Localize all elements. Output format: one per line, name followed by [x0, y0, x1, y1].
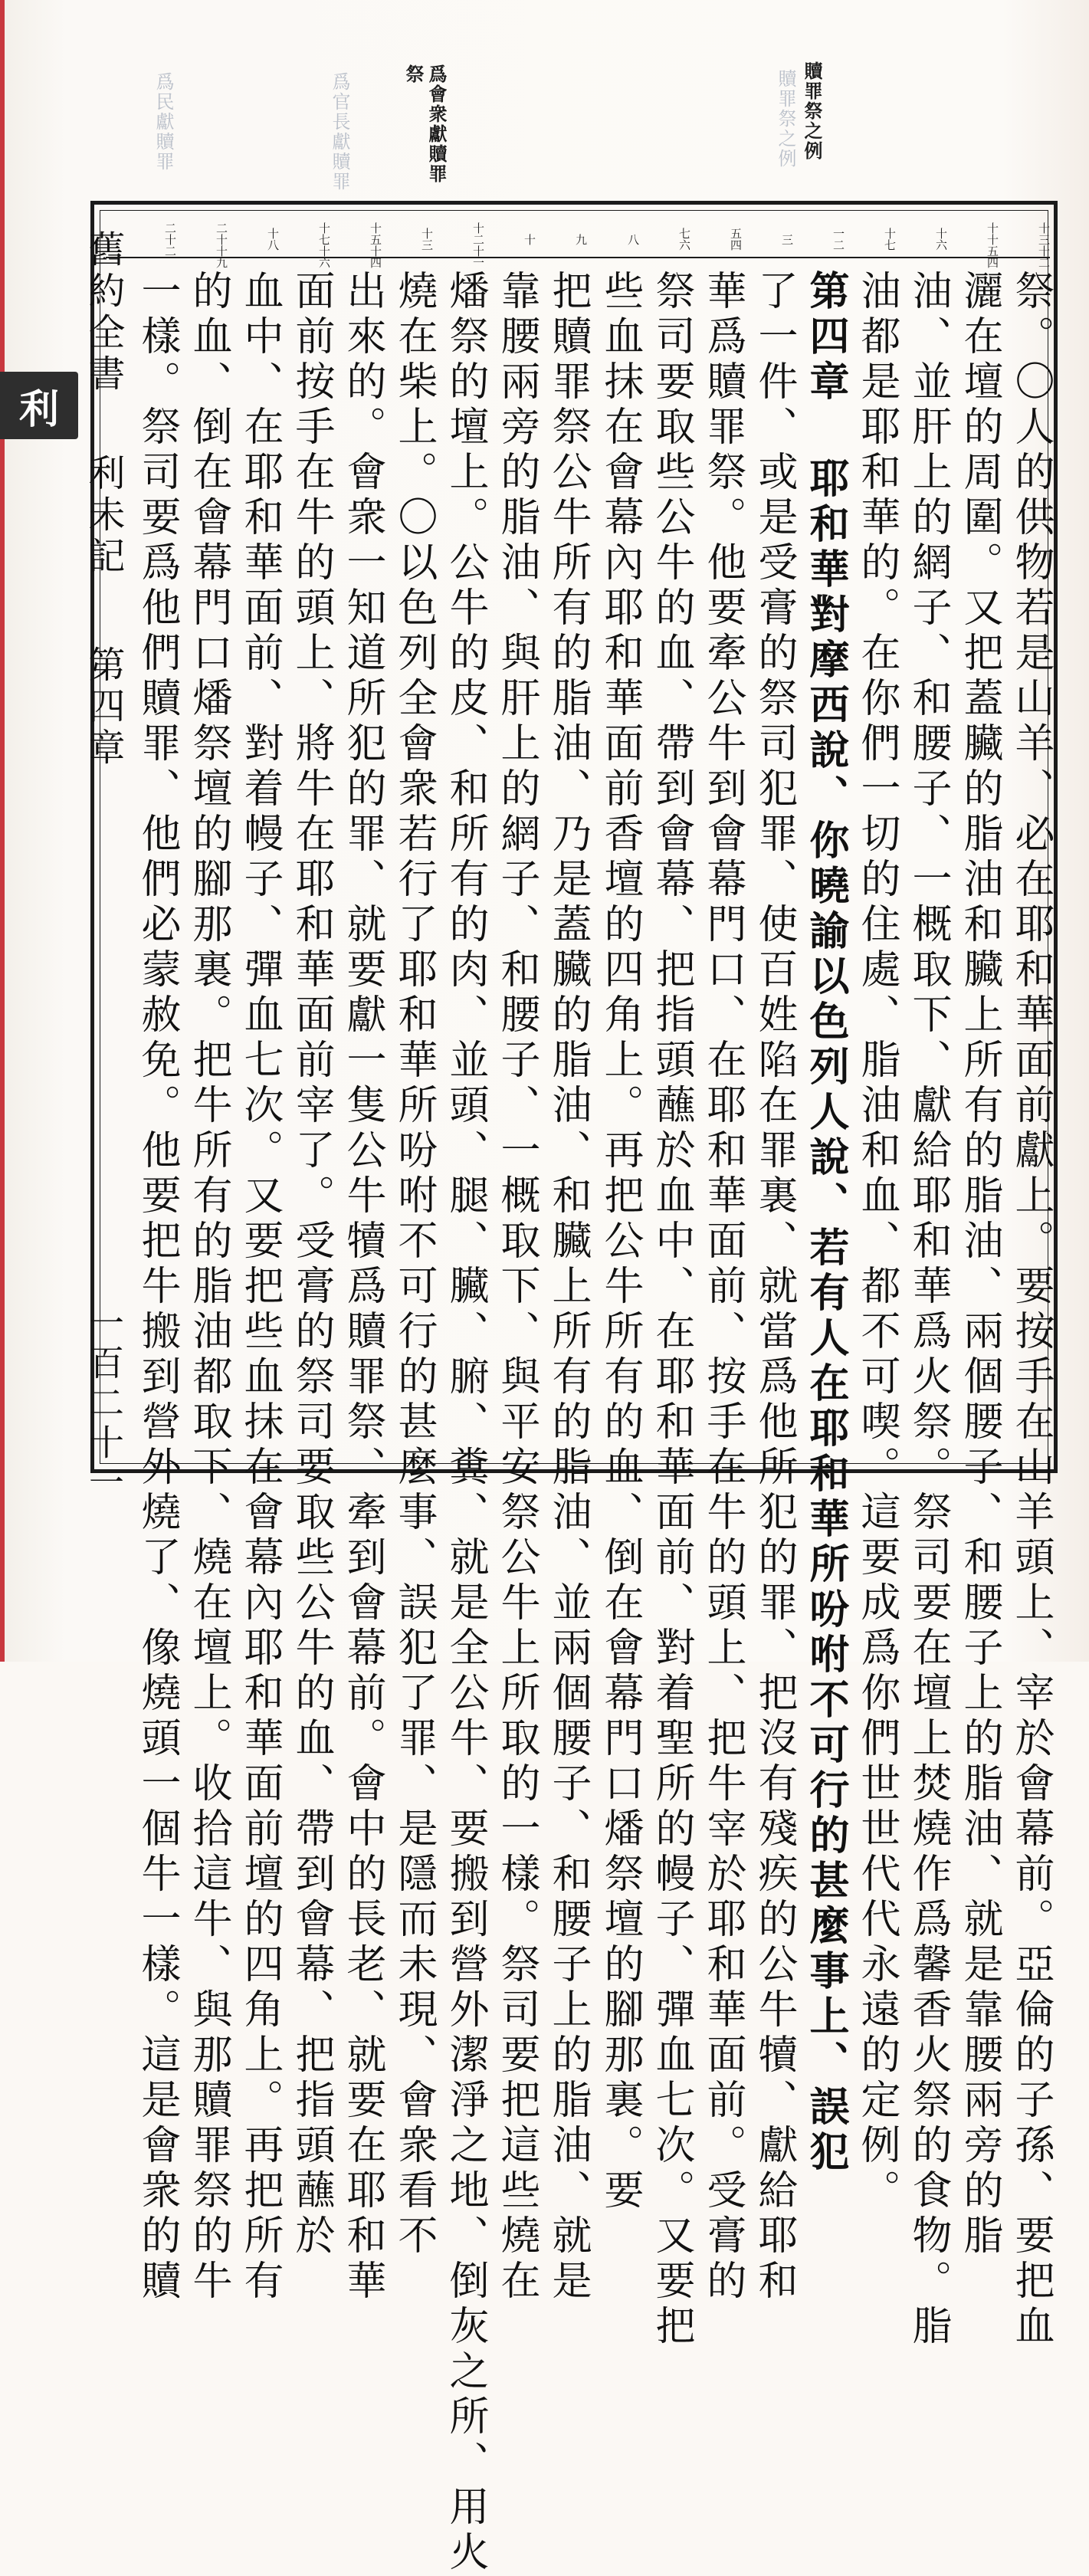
- verse-number-label: 十七十六: [317, 222, 331, 268]
- text-column: 燔祭的壇上。公牛的皮、和所有的肉、並頭、腿、臟、腑、糞、就是全公牛、要搬到營外潔淨之地、倒灰之所、用火: [442, 270, 488, 2576]
- text-column: 靠腰兩旁的脂油、與肝上的網子、和腰子、一概取下、與平安祭公牛上所取的一樣。祭司要把這些燒在: [494, 270, 540, 2305]
- text-column: 第四章 耶和華對摩西說、你曉諭以色列人說、若有人在耶和華所吩咐不可行的甚麼事上、誤犯: [802, 270, 849, 2176]
- text-column: 灑在壇的周圍。又把蓋臟的脂油和臟上所有的脂油、兩個腰子、和腰子上的脂油、就是靠腰兩旁的脂: [956, 270, 1002, 2259]
- verse-number-label: 十十五四: [986, 222, 999, 268]
- verse-number-label: 八: [626, 233, 640, 245]
- text-column: 油、並肝上的網子、和腰子、一概取下、獻給耶和華爲火祭。祭司要在壇上焚燒作爲馨香火祭的食物。脂: [905, 270, 951, 2350]
- verse-number-label: 一二: [832, 228, 845, 251]
- margin-note-sin-offering-rule: 贖罪祭之例: [801, 61, 823, 161]
- bleed-through-note-3: 爲民獻贖罪: [153, 72, 174, 172]
- text-column: 些血抹在會幕內耶和華面前香壇的四角上。再把公牛所有的血、倒在會幕門口燔祭壇的腳那裏。要: [597, 270, 643, 2214]
- text-column: 血中、在耶和華面前、對着幔子、彈血七次。又要把些血抹在會幕內耶和華面前壇的四角上。再把所有: [237, 270, 283, 2305]
- text-column: 的血、倒在會幕門口燔祭壇的腳那裏。把牛所有的脂油都取下、燒在壇上。收拾這牛、與那贖罪祭的牛: [185, 270, 231, 2305]
- verse-number-label: 十三: [420, 228, 434, 251]
- book-thumb-tab-label: 利: [18, 386, 59, 433]
- running-head-chapter-wrap: [80, 645, 126, 770]
- verse-number-label: 二十十九: [215, 222, 228, 268]
- running-head-part: 利未記: [82, 454, 125, 578]
- verse-number-label: 三: [780, 233, 794, 245]
- running-head-part-wrap: [80, 454, 126, 578]
- page-number: 一百二十一: [84, 1304, 125, 1504]
- verse-number-label: 十八: [266, 228, 280, 251]
- text-column: 祭。〇人的供物若是山羊、必在耶和華面前獻上。要按手在山羊頭上、宰於會幕前。亞倫的子孫、要把血: [1008, 270, 1054, 2350]
- verse-number-label: 二十二: [163, 222, 177, 257]
- book-thumb-tab[interactable]: [0, 372, 78, 439]
- verse-number-label: 五四: [729, 228, 743, 251]
- margin-note-congregation-offering: 爲會衆獻贖罪祭: [402, 64, 448, 184]
- text-column: 燒在柴上。〇以色列全會衆若行了耶和華所吩咐不可行的甚麼事、誤犯了罪、是隱而未現、會衆看不: [391, 270, 437, 2259]
- running-head: [80, 230, 126, 395]
- verse-number-label: 十: [523, 233, 536, 245]
- verse-number-label: 九: [574, 233, 588, 245]
- verse-number-label: 七六: [677, 228, 691, 251]
- text-column: 華爲贖罪祭。他要牽公牛到會幕門口、在耶和華面前、按手在牛的頭上、把牛宰於耶和華面前。受膏的: [700, 270, 746, 2305]
- verse-number-label: 十三十二: [1037, 222, 1051, 268]
- text-column: 了一件、或是受膏的祭司犯罪、使百姓陷在罪裏、就當爲他所犯的罪、把沒有殘疾的公牛犢、獻給耶和: [751, 270, 797, 2305]
- verse-number-label: 十五十四: [369, 222, 382, 268]
- page-edge-stripe: [0, 0, 5, 1662]
- text-column: 把贖罪祭公牛所有的脂油、乃是蓋臟的脂油、和臟上所有的脂油、並兩個腰子、和腰子上的脂油、就是: [545, 270, 591, 2305]
- text-column: 一樣。祭司要爲他們贖罪、他們必蒙赦免。他要把牛搬到營外燒了、像燒頭一個牛一樣。這是會衆的贖: [134, 270, 180, 2305]
- text-column: 祭司要取些公牛的血、帶到會幕、把指頭蘸於血中、在耶和華面前、對着聖所的幔子、彈血七次。又要把: [648, 270, 694, 2350]
- running-head-book: 舊約全書: [82, 230, 125, 395]
- verse-number-label: 十七: [883, 228, 897, 251]
- text-column: 出來的。會衆一知道所犯的罪、就要獻一隻公牛犢爲贖罪祭、牽到會幕前。會中的長老、就要在耶和華: [339, 270, 385, 2305]
- bleed-through-note-1: 贖罪祭之例: [775, 69, 796, 169]
- text-column: 面前按手在牛的頭上、將牛在耶和華面前宰了。受膏的祭司要取些公牛的血、帶到會幕、把指頭蘸於: [288, 270, 334, 2259]
- text-column: 油都是耶和華的。在你們一切的住處、脂油和血、都不可喫。這要成爲你們世世代代永遠的定例。: [854, 270, 900, 2214]
- verse-number-label: 十六: [934, 228, 948, 251]
- verse-number-rule: [106, 257, 1050, 258]
- running-head-chapter: 第四章: [82, 645, 125, 770]
- verse-number-label: 十二十一: [471, 222, 485, 268]
- bleed-through-note-2: 爲官長獻贖罪: [329, 72, 350, 192]
